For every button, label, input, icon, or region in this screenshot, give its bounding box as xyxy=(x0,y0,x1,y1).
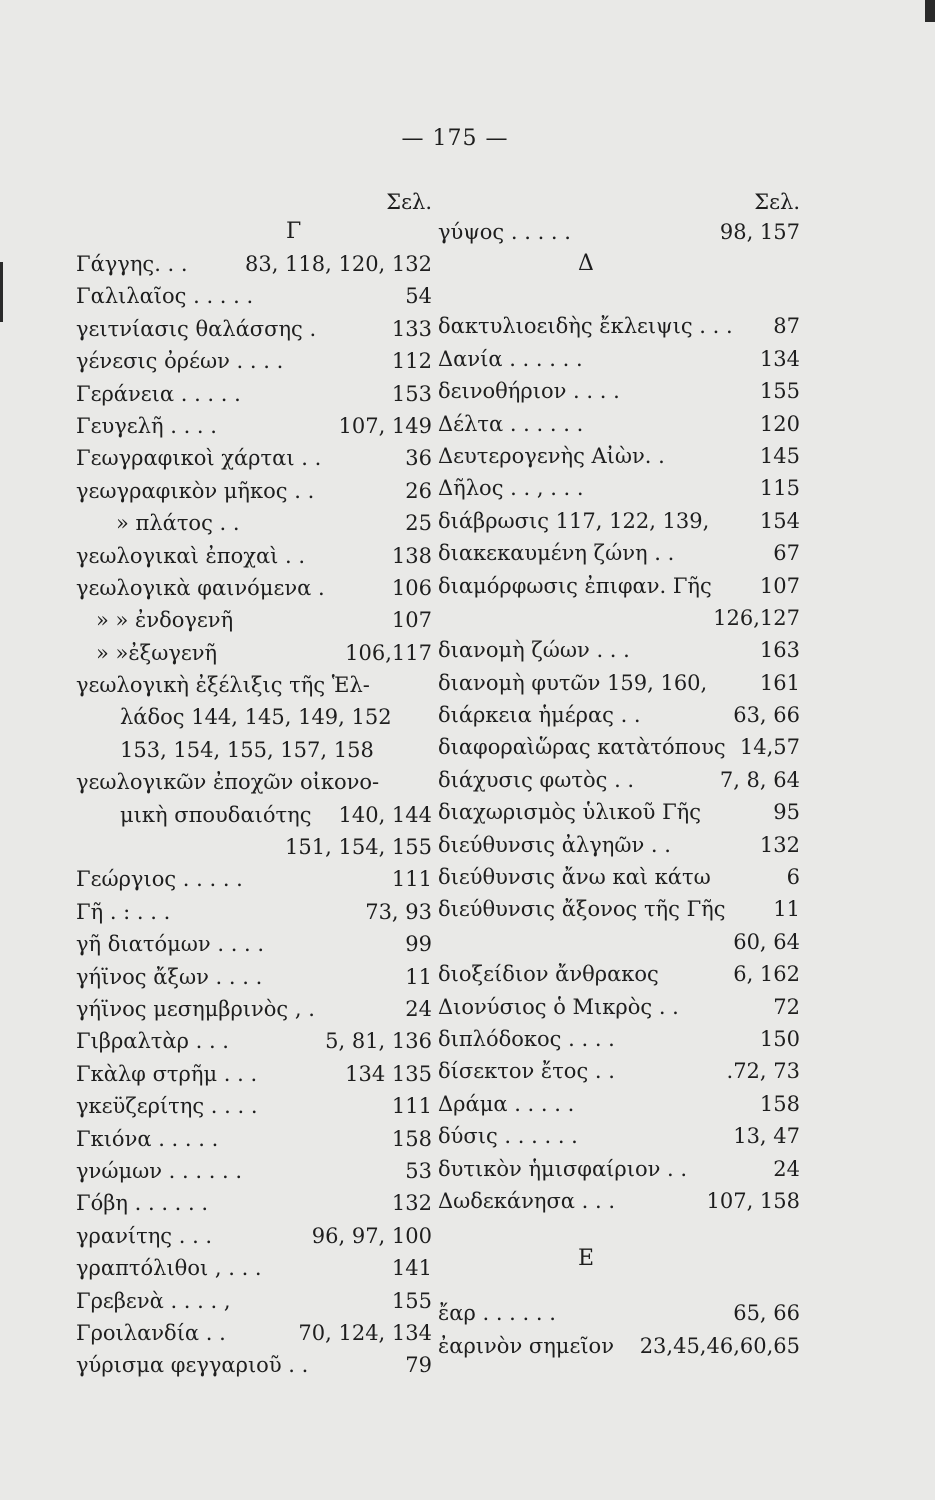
entry-term: Δράμα . . . . . xyxy=(438,1091,575,1116)
index-entry xyxy=(438,1088,800,1120)
entry-term: » πλάτος . . xyxy=(116,511,240,536)
index-entry xyxy=(438,861,800,893)
index-entry xyxy=(438,764,800,796)
entry-term: διάβρωσις 117, 122, 139, xyxy=(438,508,710,533)
entry-pages: 60, 64 xyxy=(733,929,800,954)
entry-pages: 5, 81, 136 xyxy=(325,1029,432,1054)
index-entry xyxy=(76,928,432,960)
entry-pages: 107, 158 xyxy=(706,1188,800,1213)
entry-term: γνώμων . . . . . . xyxy=(76,1158,243,1183)
entry-pages: 111 xyxy=(391,867,432,892)
left-column xyxy=(76,188,432,1382)
entry-term: διεύθυνσις ἄνω καὶ κάτω xyxy=(438,865,711,890)
index-entry xyxy=(76,475,432,507)
entry-pages: 120 xyxy=(759,411,800,436)
index-entry xyxy=(438,472,800,504)
entry-pages: 65, 66 xyxy=(733,1301,800,1326)
entry-pages: 133 xyxy=(391,316,432,341)
entry-pages: .72, 73 xyxy=(726,1059,800,1084)
entry-pages: 107 xyxy=(759,573,800,598)
index-entry xyxy=(438,1153,800,1185)
entry-term: γκεϋζερίτης . . . . xyxy=(76,1094,258,1119)
right-pre-entries xyxy=(438,216,800,248)
letter-epsilon-heading: Ε xyxy=(578,1246,595,1272)
entry-term: » »ἐξωγενῆ xyxy=(96,640,218,665)
index-entry xyxy=(438,570,800,602)
entry-pages: 151, 154, 155 xyxy=(285,835,432,860)
index-entry xyxy=(438,1023,800,1055)
entry-pages: 153 xyxy=(391,381,432,406)
entry-term: ἐαρινὸν σημεῖον xyxy=(438,1333,614,1358)
entry-term: Δευτερογενὴς Αἰὼν. . xyxy=(438,443,665,468)
entry-pages: 13, 47 xyxy=(733,1124,800,1149)
index-entry xyxy=(438,1330,800,1362)
index-entry xyxy=(76,701,432,733)
index-entry xyxy=(76,1155,432,1187)
entry-term: Δῆλος . . , . . . xyxy=(438,476,584,501)
top-right-corner-mark xyxy=(925,0,935,22)
entry-pages: 11 xyxy=(405,964,432,989)
index-entry xyxy=(438,310,800,342)
entry-pages: 138 xyxy=(391,543,432,568)
index-entry xyxy=(76,1187,432,1219)
index-entry xyxy=(438,537,800,569)
page-number: — 175 — xyxy=(401,126,509,151)
entry-term: Γεωγραφικοὶ χάρται . . xyxy=(76,446,322,471)
entry-pages: 36 xyxy=(405,446,432,471)
index-entry xyxy=(438,829,800,861)
index-entry xyxy=(438,667,800,699)
index-entry xyxy=(438,796,800,828)
entry-term: Γόβη . . . . . . xyxy=(76,1191,209,1216)
entry-pages: 158 xyxy=(391,1126,432,1151)
entry-term: διάρκεια ἡμέρας . . xyxy=(438,703,641,728)
index-entry xyxy=(76,1252,432,1284)
entry-pages: 112 xyxy=(391,349,432,374)
entry-pages: 24 xyxy=(773,1156,800,1181)
entry-pages: 63, 66 xyxy=(733,703,800,728)
index-entry xyxy=(438,634,800,666)
entry-term: διαχωρισμὸς ὑλικοῦ Γῆς xyxy=(438,800,701,825)
entry-term: λάδος 144, 145, 149, 152 xyxy=(120,705,392,730)
entry-pages: 53 xyxy=(405,1158,432,1183)
entry-pages: 72 xyxy=(773,994,800,1019)
entry-pages: 99 xyxy=(405,932,432,957)
entry-pages: 154 xyxy=(759,508,800,533)
index-entry xyxy=(76,896,432,928)
right-sel-header: Σελ. xyxy=(754,190,800,214)
index-entry xyxy=(76,961,432,993)
entry-pages: 79 xyxy=(405,1353,432,1378)
entry-term: Γεώργιος . . . . . xyxy=(76,867,243,892)
entry-pages: 155 xyxy=(391,1288,432,1313)
index-entry xyxy=(438,408,800,440)
entry-pages: 134 135 xyxy=(345,1061,432,1086)
entry-term: Γρεβενὰ . . . . , xyxy=(76,1288,231,1313)
entry-pages: 132 xyxy=(391,1191,432,1216)
entry-pages: 107, 149 xyxy=(338,413,432,438)
index-entry xyxy=(76,442,432,474)
entry-pages: 126,127 xyxy=(713,605,800,630)
entry-pages: 141 xyxy=(391,1256,432,1281)
entry-term: Γκιόνα . . . . . xyxy=(76,1126,219,1151)
index-entry xyxy=(438,1185,800,1217)
entry-pages: 96, 97, 100 xyxy=(311,1223,432,1248)
index-entry xyxy=(438,1120,800,1152)
entry-pages: 98, 157 xyxy=(719,220,800,244)
entry-term: διάχυσις φωτὸς . . xyxy=(438,767,635,792)
entry-pages: 158 xyxy=(759,1091,800,1116)
index-entry xyxy=(438,731,800,763)
entry-term: διεύθυνσις ἄξονος τῆς Γῆς xyxy=(438,897,726,922)
index-entry xyxy=(76,345,432,377)
entry-term: γήϊνος μεσημβρινὸς , . xyxy=(76,996,315,1021)
index-entry xyxy=(438,926,800,958)
entry-term: γεωλογικῶν ἐποχῶν οἰκονο- xyxy=(76,770,380,795)
entry-term: Διονύσιος ὁ Μικρὸς . . xyxy=(438,994,679,1019)
index-entry xyxy=(76,669,432,701)
index-entry xyxy=(438,958,800,990)
index-entry xyxy=(438,375,800,407)
entry-term: Δανία . . . . . . xyxy=(438,346,583,371)
entry-term: διοξείδιον ἄνθρακος xyxy=(438,962,659,987)
index-entry xyxy=(438,1055,800,1087)
index-entry xyxy=(76,1285,432,1317)
index-entry xyxy=(76,863,432,895)
entry-pages: 73, 93 xyxy=(365,899,432,924)
entry-term: δίσεκτον ἔτος . . xyxy=(438,1059,615,1084)
entry-term: γήϊνος ἄξων . . . . xyxy=(76,964,263,989)
entry-term: διεύθυνσις ἀλγηῶν . . xyxy=(438,832,671,857)
index-entry xyxy=(76,507,432,539)
entry-pages: 134 xyxy=(759,346,800,371)
index-entry xyxy=(76,1123,432,1155)
entry-pages: 70, 124, 134 xyxy=(298,1320,432,1345)
index-entry xyxy=(438,216,800,248)
index-entry xyxy=(76,1349,432,1381)
entry-term: δεινοθήριον . . . . xyxy=(438,379,620,404)
index-entry xyxy=(76,637,432,669)
entry-pages: 132 xyxy=(759,832,800,857)
left-entries xyxy=(76,248,432,1382)
index-entry xyxy=(76,1317,432,1349)
entry-term: Δέλτα . . . . . . xyxy=(438,411,584,436)
index-entry xyxy=(438,1297,800,1329)
entry-term: διανομὴ ζώων . . . xyxy=(438,638,630,663)
entry-term: 153, 154, 155, 157, 158 xyxy=(120,737,374,762)
entry-term: γεωλογικὰ φαινόμενα . xyxy=(76,575,325,600)
entry-pages: 111 xyxy=(391,1094,432,1119)
entry-term: Γροιλανδία . . xyxy=(76,1320,226,1345)
entry-pages: 25 xyxy=(405,511,432,536)
entry-pages: 106,117 xyxy=(345,640,432,665)
entry-term: γύψος . . . . . xyxy=(438,220,571,244)
entry-term: μικὴ σπουδαιότης xyxy=(120,802,312,827)
index-entry xyxy=(438,602,800,634)
index-entry xyxy=(76,540,432,572)
entry-pages: 95 xyxy=(773,800,800,825)
entry-pages: 6 xyxy=(786,865,800,890)
spacer xyxy=(438,1275,800,1297)
entry-pages: 87 xyxy=(773,314,800,339)
index-entry xyxy=(76,248,432,280)
entry-term: γύρισμα φεγγαριοῦ . . xyxy=(76,1353,309,1378)
entry-term: Γάγγης. . . xyxy=(76,252,188,276)
entry-term: διαμόρφωσις ἐπιφαν. Γῆς xyxy=(438,573,712,598)
index-entry xyxy=(76,378,432,410)
delta-entries xyxy=(438,310,800,1217)
letter-delta-heading: Δ xyxy=(578,251,594,277)
entry-pages: 14,57 xyxy=(739,735,800,760)
index-entry xyxy=(76,734,432,766)
entry-term: Γευγελῆ . . . . xyxy=(76,413,217,438)
index-entry xyxy=(438,343,800,375)
entry-term: γεωγραφικὸν μῆκος . . xyxy=(76,478,315,503)
entry-term: δακτυλιοειδὴς ἔκλειψις . . . xyxy=(438,314,733,339)
entry-term: γεωλογικαὶ ἐποχαὶ . . xyxy=(76,543,306,568)
index-entry xyxy=(438,505,800,537)
entry-pages: 23,45,46,60,65 xyxy=(639,1333,800,1358)
entry-term: δύσις . . . . . . xyxy=(438,1124,578,1149)
entry-pages: 107 xyxy=(391,608,432,633)
entry-pages: 161 xyxy=(759,670,800,695)
entry-term: γεωλογικὴ ἐξέλιξις τῆς Ἑλ- xyxy=(76,673,370,698)
entry-term: γῆ διατόμων . . . . xyxy=(76,932,265,957)
entry-pages: 24 xyxy=(405,996,432,1021)
spacer xyxy=(438,280,800,310)
entry-pages: 7, 8, 64 xyxy=(719,767,800,792)
entry-term: διαφοραὶὥρας κατὰτόπους xyxy=(438,735,726,760)
entry-term: Γεράνεια . . . . . xyxy=(76,381,241,406)
entry-pages: 54 xyxy=(405,284,432,309)
index-entry xyxy=(76,604,432,636)
entry-pages: 67 xyxy=(773,541,800,566)
entry-term: Γκὰλφ στρῆμ . . . xyxy=(76,1061,258,1086)
index-entry xyxy=(76,280,432,312)
entry-term: Δωδεκάνησα . . . xyxy=(438,1188,616,1213)
index-entry xyxy=(76,572,432,604)
index-entry xyxy=(438,991,800,1023)
index-entry xyxy=(76,313,432,345)
entry-term: Γιβραλτὰρ . . . xyxy=(76,1029,229,1054)
entry-pages: 145 xyxy=(759,443,800,468)
spacer xyxy=(438,1217,800,1243)
index-entry xyxy=(76,993,432,1025)
entry-pages: 155 xyxy=(759,379,800,404)
left-sel-header: Σελ. xyxy=(386,190,432,214)
entry-term: γένεσις ὀρέων . . . . xyxy=(76,349,284,374)
index-entry xyxy=(438,440,800,472)
index-entry xyxy=(76,1220,432,1252)
entry-pages: 140, 144 xyxy=(338,802,432,827)
entry-term: διπλόδοκος . . . . xyxy=(438,1026,615,1051)
binding-edge-mark xyxy=(0,262,3,322)
index-entry xyxy=(438,893,800,925)
entry-term: γραπτόλιθοι , . . . xyxy=(76,1256,262,1281)
entry-pages: 6, 162 xyxy=(733,962,800,987)
entry-term: διανομὴ φυτῶν 159, 160, xyxy=(438,670,708,695)
entry-pages: 150 xyxy=(759,1026,800,1051)
index-entry xyxy=(76,410,432,442)
index-entry xyxy=(76,1025,432,1057)
entry-pages: 115 xyxy=(759,476,800,501)
entry-term: γειτνίασις θαλάσσης . xyxy=(76,316,317,341)
entry-pages: 163 xyxy=(759,638,800,663)
entry-term: ἔαρ . . . . . . xyxy=(438,1301,556,1326)
entry-term: » » ἐνδογενῆ xyxy=(96,608,234,633)
entry-term: διακεκαυμένη ζώνη . . xyxy=(438,541,675,566)
entry-pages: 11 xyxy=(773,897,800,922)
index-entry xyxy=(76,1090,432,1122)
entry-term: Γαλιλαῖος . . . . . xyxy=(76,284,254,309)
entry-pages: 26 xyxy=(405,478,432,503)
epsilon-entries xyxy=(438,1297,800,1362)
index-entry xyxy=(76,799,432,831)
index-entry xyxy=(76,1058,432,1090)
entry-term: Γῆ . : . . . xyxy=(76,899,171,924)
index-entry xyxy=(438,699,800,731)
entry-term: γρανίτης . . . xyxy=(76,1223,213,1248)
letter-gamma-heading: Γ xyxy=(286,219,302,244)
entry-pages: 106 xyxy=(391,575,432,600)
entry-pages: 83, 118, 120, 132 xyxy=(244,252,432,276)
index-entry xyxy=(76,766,432,798)
right-column xyxy=(438,188,800,1362)
index-entry xyxy=(76,831,432,863)
entry-term: δυτικὸν ἡμισφαίριον . . xyxy=(438,1156,688,1181)
